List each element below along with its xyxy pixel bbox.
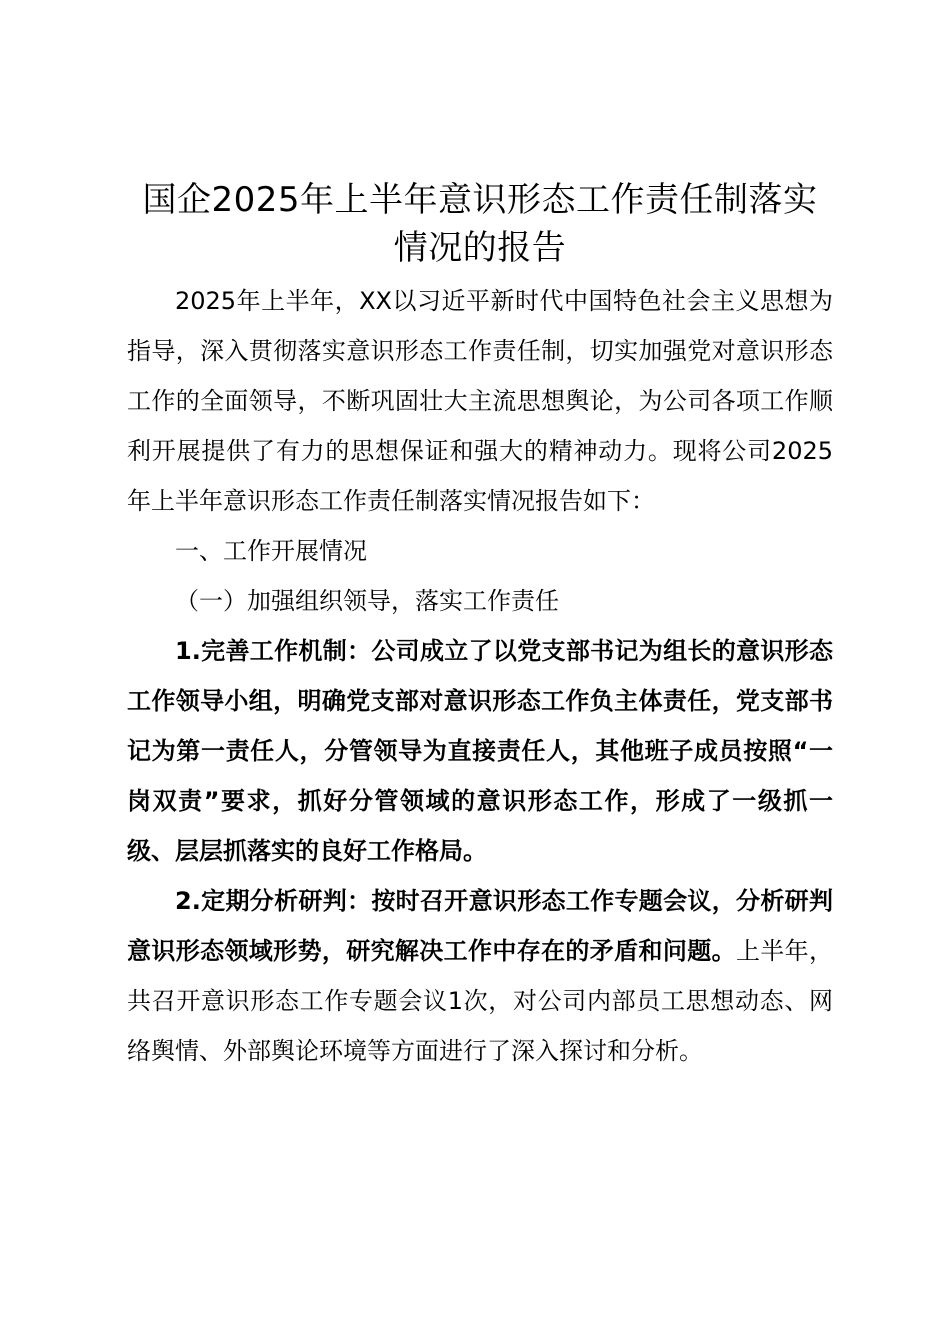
intro-paragraph: 2025年上半年，XX以习近平新时代中国特色社会主义思想为指导，深入贯彻落实意识形态工作责任制，切实加强党对意识形态工作的全面领导，不断巩固壮大主流思想舆论，为公司各项工作顺利开展提供了有力的思想保证和强大的精神动力。现将公司2025年上半年意识形态工作责任制落实情况报告如下： (127, 287, 833, 515)
section-heading: 一、工作开展情况 (175, 537, 367, 565)
document-title: 国企2025年上半年意识形态工作责任制落实情况的报告 (142, 180, 818, 268)
subsection-heading: （一）加强组织领导，落实工作责任 (175, 587, 559, 615)
item-1-paragraph: 1.完善工作机制：公司成立了以党支部书记为组长的意识形态工作领导小组，明确党支部对意识形态工作负主体责任，党支部书记为第一责任人，分管领导为直接责任人，其他班子成员按照“一岗双责”要求，抓好分管领域的意识形态工作，形成了一级抓一级、层层抓落实的良好工作格局。 (127, 637, 833, 865)
item-2-bold-text: 2.定期分析研判：按时召开意识形态工作专题会议，分析研判意识形态领域形势，研究解决工作中存在的矛盾和问题。 (127, 887, 833, 965)
item-2-body-text: 上半年，共召开意识形态工作专题会议1次，对公司内部员工思想动态、网络舆情、外部舆论环境等方面进行了深入探讨和分析。 (127, 937, 834, 1065)
item-2-paragraph (127, 876, 833, 1076)
document-page (127, 176, 833, 1076)
